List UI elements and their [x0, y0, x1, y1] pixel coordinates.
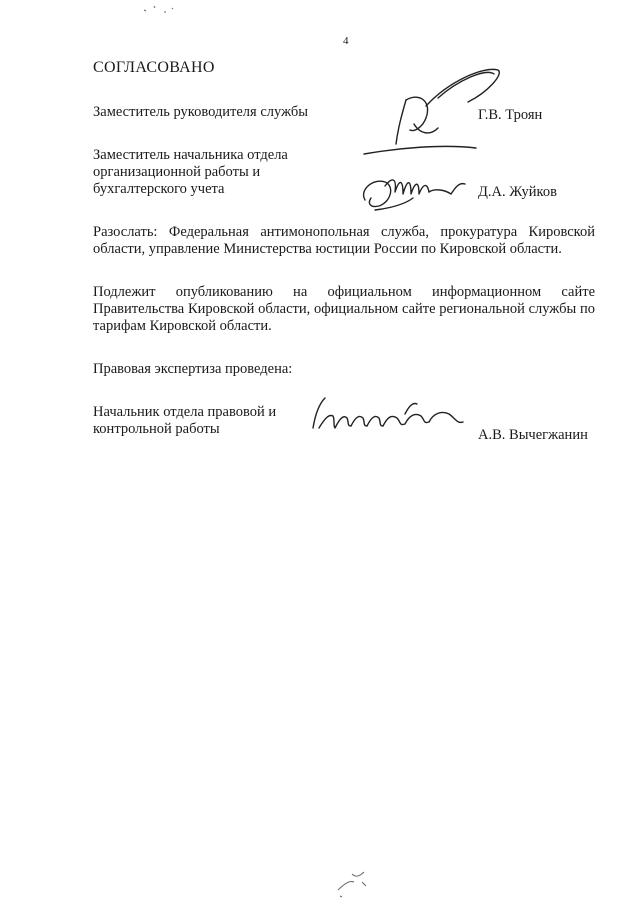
approver-2-position: Заместитель начальника отдела организационной работы и бухгалтерского учета [93, 147, 288, 197]
legal-reviewer-name: А.В. Вычегжанин [478, 427, 588, 443]
approver-2-name: Д.А. Жуйков [478, 184, 557, 200]
scan-artifact-bottom [332, 860, 380, 900]
legal-review-statement: Правовая экспертиза проведена: [93, 361, 293, 377]
approval-heading: СОГЛАСОВАНО [93, 59, 215, 76]
distribution-paragraph: Разослать: Федеральная антимонопольная служба, прокуратура Кировской области, управление Министерства юстиции России по Кировской области. [93, 224, 595, 257]
legal-reviewer-position: Начальник отдела правовой и контрольной работы [93, 404, 277, 437]
scan-artifact [140, 0, 180, 20]
approver-2-signature [355, 168, 480, 218]
page-number: 4 [343, 35, 349, 47]
publication-paragraph: Подлежит опубликованию на официальном информационном сайте Правительства Кировской области, официальном сайте региональной службы по тарифам Кировской области. [93, 284, 595, 334]
approver-1-position: Заместитель руководителя службы [93, 104, 309, 120]
approver-1-name: Г.В. Троян [478, 107, 543, 123]
legal-reviewer-signature [305, 392, 475, 440]
